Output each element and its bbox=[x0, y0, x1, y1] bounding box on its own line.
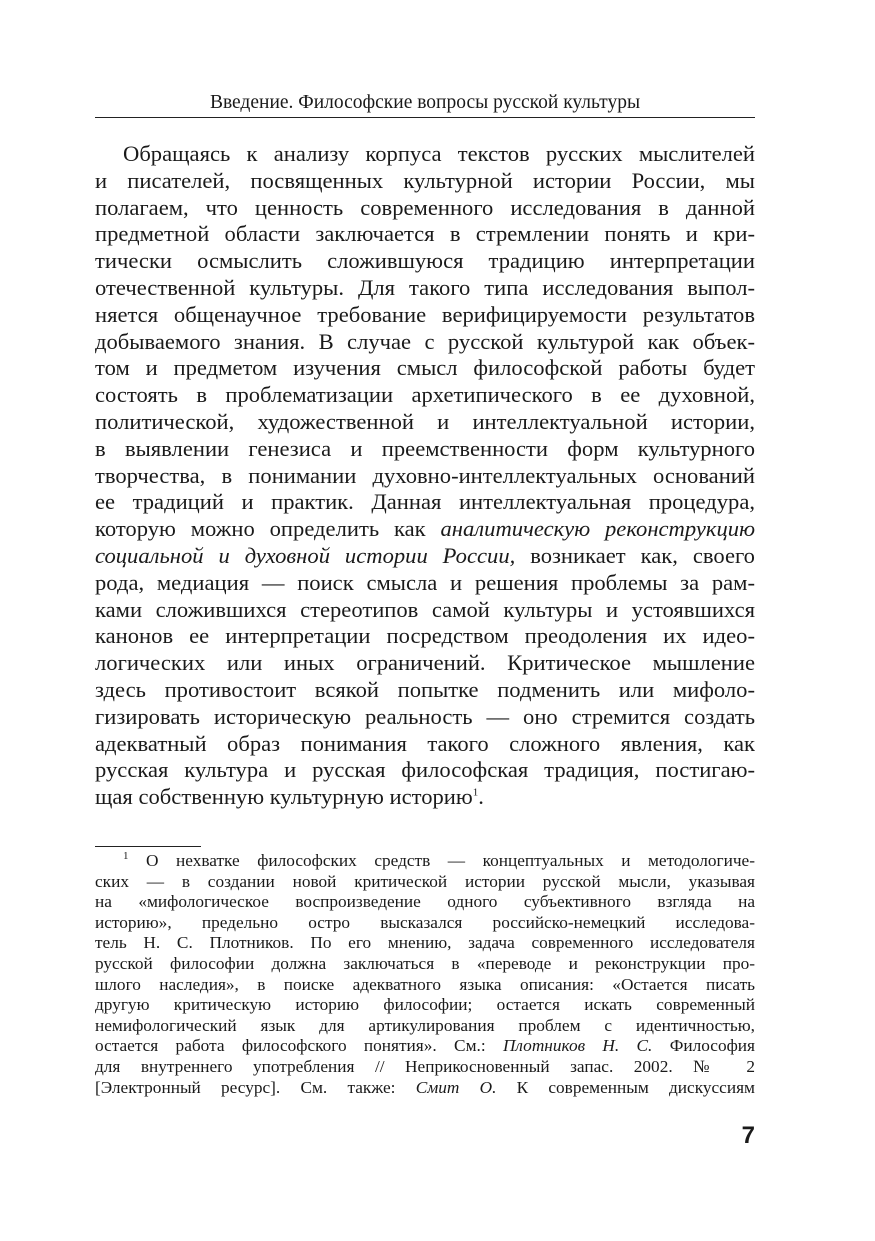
text-segment: Философия bbox=[652, 1036, 755, 1056]
text-segment: К современным дискуссиям bbox=[496, 1077, 755, 1097]
text-line: предметной области заключается в стремлении понять и кри- bbox=[95, 221, 755, 247]
footnote-line: тель Н. С. Плотников. По его мнению, задача современного исследователя bbox=[95, 933, 755, 953]
footnote-line: для внутреннего употребления // Неприкосновенный запас. 2002. № 2 bbox=[95, 1056, 755, 1076]
text-line: том и предметом изучения смысл философской работы будет bbox=[95, 355, 755, 381]
text-segment: О нехватке философских средств — концептуальных и методологиче- bbox=[128, 851, 755, 870]
footnote-line bbox=[95, 1078, 755, 1099]
page-number: 7 bbox=[741, 1122, 755, 1149]
footnote-line bbox=[95, 1036, 755, 1057]
footnote-line: русской философии должна заключаться в «переводе и реконструкции про- bbox=[95, 953, 755, 973]
text-segment: которую можно определить как bbox=[95, 516, 441, 542]
footnote-line: историю», предельно остро высказался российско-немецкий исследова- bbox=[95, 912, 755, 932]
footnote-marker: 1 bbox=[123, 850, 129, 863]
text-line: адекватный образ понимания такого сложного явления, как bbox=[95, 730, 755, 756]
text-line: политической, художественной и интеллектуальной истории, bbox=[95, 408, 755, 434]
text-line: отечественной культуры. Для такого типа исследования выпол- bbox=[95, 274, 755, 300]
text-line: рода, медиация — поиск смысла и решения проблемы за рам- bbox=[95, 569, 755, 595]
text-line bbox=[95, 516, 755, 543]
footnote-line: немифологический язык для артикулирования проблем с идентичностью, bbox=[95, 1015, 755, 1035]
footnote bbox=[95, 851, 755, 1098]
footnote-line bbox=[95, 851, 755, 872]
text-line bbox=[95, 543, 755, 570]
text-segment: остается работа философского понятия». См.: bbox=[95, 1036, 503, 1056]
text-line: логических или иных ограничений. Критическое мышление bbox=[95, 650, 755, 676]
footnote-reference[interactable]: 1 bbox=[472, 786, 479, 799]
text-segment: [Электронный ресурс]. См. также: bbox=[95, 1077, 416, 1097]
text-line bbox=[95, 784, 755, 811]
text-segment: возникает как, своего bbox=[515, 542, 755, 568]
text-segment: . bbox=[478, 784, 484, 810]
text-line: няется общенаучное требование верифицируемости результатов bbox=[95, 301, 755, 327]
text-line: ками сложившихся стереотипов самой культуры и устоявшихся bbox=[95, 596, 755, 622]
text-line: тически осмыслить сложившуюся традицию интерпретации bbox=[95, 248, 755, 274]
footnote-line: ских — в создании новой критической истории русской мысли, указывая bbox=[95, 871, 755, 891]
running-header: Введение. Философские вопросы русской культуры bbox=[209, 92, 641, 113]
text-segment: щая собственную культурную историю bbox=[95, 784, 473, 810]
author-name: Смит О. bbox=[415, 1077, 497, 1097]
text-line: и писателей, посвященных культурной истории России, мы bbox=[95, 167, 755, 193]
footnote-line: другую критическую историю философии; остается искать современный bbox=[95, 995, 755, 1015]
text-line: полагаем, что ценность современного исследования в данной bbox=[95, 194, 755, 220]
text-line: ее традиций и практик. Данная интеллектуальная процедура, bbox=[95, 489, 755, 515]
italic-phrase: социальной и духовной истории России, bbox=[95, 542, 516, 568]
text-line: русская культура и русская философская традиция, постигаю- bbox=[95, 757, 755, 783]
footnote-line: на «мифологическое воспроизведение одного субъективного взгляда на bbox=[95, 892, 755, 912]
main-paragraph bbox=[95, 141, 755, 811]
author-name: Плотников Н. С. bbox=[502, 1036, 653, 1056]
text-line: добываемого знания. В случае с русской культурой как объек- bbox=[95, 328, 755, 354]
footnote-line: шлого наследия», в поиске адекватного языка описания: «Остается писать bbox=[95, 974, 755, 994]
text-line: здесь противостоит всякой попытке подменить или мифоло- bbox=[95, 676, 755, 702]
footnote-separator bbox=[95, 846, 201, 847]
text-line: канонов ее интерпретации посредством преодоления их идео- bbox=[95, 623, 755, 649]
text-line: в выявлении генезиса и преемственности форм культурного bbox=[95, 435, 755, 461]
italic-phrase: аналитическую реконструкцию bbox=[440, 516, 755, 542]
text-line: гизировать историческую реальность — оно стремится создать bbox=[95, 703, 755, 729]
text-line: состоять в проблематизации архетипического в ее духовной, bbox=[95, 382, 755, 408]
text-line: творчества, в понимании духовно-интеллектуальных оснований bbox=[95, 462, 755, 488]
header-rule bbox=[95, 117, 755, 118]
text-line: Обращаясь к анализу корпуса текстов русских мыслителей bbox=[123, 141, 755, 166]
